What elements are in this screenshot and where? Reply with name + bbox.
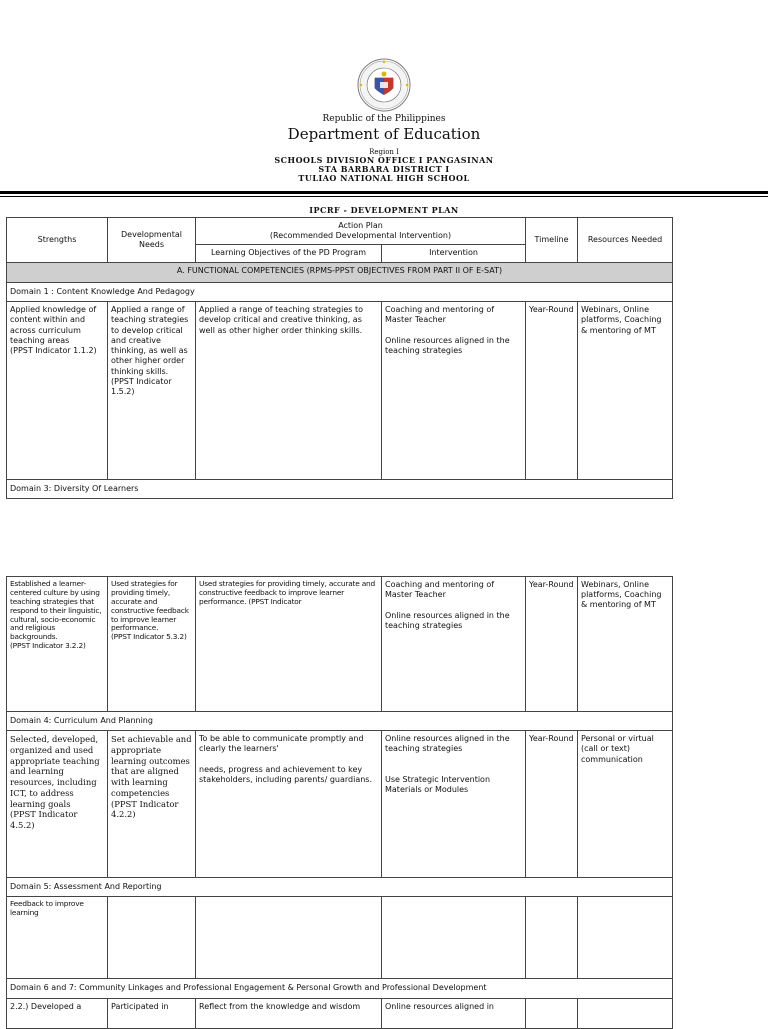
- col-header-developmental-needs: Developmental Needs: [108, 218, 196, 263]
- row2-timeline: Year-Round: [526, 577, 578, 712]
- row3-intervention: Online resources aligned in the teaching strategies Use Strategic Intervention Materials or Modules: [382, 731, 526, 878]
- row2-intervention: Coaching and mentoring of Master Teacher Online resources aligned in the teaching strategies: [382, 577, 526, 712]
- action-plan-title: Action Plan: [338, 220, 383, 230]
- row2-strength: Established a learner-centered culture by using teaching strategies that respond to their linguistic, cultural, socio-economic and religious backgrounds. (PPST Indicator 3.2.2): [7, 577, 108, 712]
- col-header-action-plan: [196, 218, 526, 245]
- row2-objective: Used strategies for providing timely, accurate and constructive feedback to improve learner performance. (PPST Indicator: [196, 577, 382, 712]
- row2-resources: Webinars, Online platforms, Coaching & mentoring of MT: [578, 577, 673, 712]
- row1-need: Applied a range of teaching strategies to develop critical and creative thinking, as well as other higher order thinking skills. (PPST Indicator 1.5.2): [108, 302, 196, 480]
- row1-resources: Webinars, Online platforms, Coaching & mentoring of MT: [578, 302, 673, 480]
- row3-objective: To be able to communicate promptly and clearly the learners' needs, progress and achievement to key stakeholders, including parents/ guardians.: [196, 731, 382, 878]
- row1-intervention: Coaching and mentoring of Master Teacher Online resources aligned in the teaching strategies: [382, 302, 526, 480]
- section-functional-competencies: A. FUNCTIONAL COMPETENCIES (RPMS-PPST OBJECTIVES FROM PART II OF E-SAT): [7, 263, 673, 283]
- domain-1-row: Domain 1 : Content Knowledge And Pedagogy: [7, 283, 673, 302]
- school-label: TULIAO NATIONAL HIGH SCHOOL: [298, 173, 470, 184]
- row3-strength: Selected, developed, organized and used appropriate teaching and learning resources, including ICT, to address learning goals (PPST Indicator 4.5.2): [7, 731, 108, 878]
- row5-strength: 2.2.) Developed a: [7, 998, 108, 1028]
- col-header-learning-objectives: Learning Objectives of the PD Program: [196, 245, 382, 263]
- row3-timeline: Year-Round: [526, 731, 578, 878]
- development-plan-table-part2: [6, 576, 673, 1029]
- col-header-intervention: Intervention: [382, 245, 526, 263]
- row4-resources: [578, 897, 673, 979]
- row1-strength: Applied knowledge of content within and across curriculum teaching areas (PPST Indicator 1.1.2): [7, 302, 108, 480]
- header-divider: [0, 191, 768, 194]
- col-header-resources: Resources Needed: [578, 218, 673, 263]
- region-label: Region I: [369, 147, 399, 156]
- header-divider-thin: [0, 196, 768, 197]
- row5-intervention: Online resources aligned in: [382, 998, 526, 1028]
- row4-need: [108, 897, 196, 979]
- col-header-timeline: Timeline: [526, 218, 578, 263]
- plan-title: IPCRF - DEVELOPMENT PLAN: [309, 205, 459, 215]
- domain-3-row: Domain 3: Diversity Of Learners: [7, 480, 673, 499]
- row5-need: Participated in: [108, 998, 196, 1028]
- department-title: Department of Education: [287, 125, 481, 144]
- row1-objective: Applied a range of teaching strategies to develop critical and creative thinking, as well as other higher order thinking skills.: [196, 302, 382, 480]
- row2-need: Used strategies for providing timely, accurate and constructive feedback to improve learner performance. (PPST Indicator 5.3.2): [108, 577, 196, 712]
- action-plan-subtitle: (Recommended Developmental Intervention): [269, 231, 452, 240]
- row4-intervention: [382, 897, 526, 979]
- domain-5-row: Domain 5: Assessment And Reporting: [7, 878, 673, 897]
- development-plan-table-part1: [6, 217, 673, 499]
- row3-resources: Personal or virtual (call or text) communication: [578, 731, 673, 878]
- row4-timeline: [526, 897, 578, 979]
- domain-6-7-row: Domain 6 and 7: Community Linkages and Professional Engagement & Personal Growth and Professional Development: [7, 979, 673, 998]
- district-label: STA BARBARA DISTRICT I: [318, 163, 450, 174]
- row4-objective: [196, 897, 382, 979]
- col-header-strengths: Strengths: [7, 218, 108, 263]
- row4-strength: Feedback to improve learning: [7, 897, 108, 979]
- row5-objective: Reflect from the knowledge and wisdom: [196, 998, 382, 1028]
- row1-timeline: Year-Round: [526, 302, 578, 480]
- deped-seal-icon: [357, 58, 411, 112]
- row3-need: Set achievable and appropriate learning outcomes that are aligned with learning competencies (PPST Indicator 4.2.2): [108, 731, 196, 878]
- division-label: SCHOOLS DIVISION OFFICE I PANGASINAN: [274, 154, 494, 165]
- document-header: [0, 58, 768, 183]
- republic-label: Republic of the Philippines: [322, 114, 446, 124]
- domain-4-row: Domain 4: Curriculum And Planning: [7, 712, 673, 731]
